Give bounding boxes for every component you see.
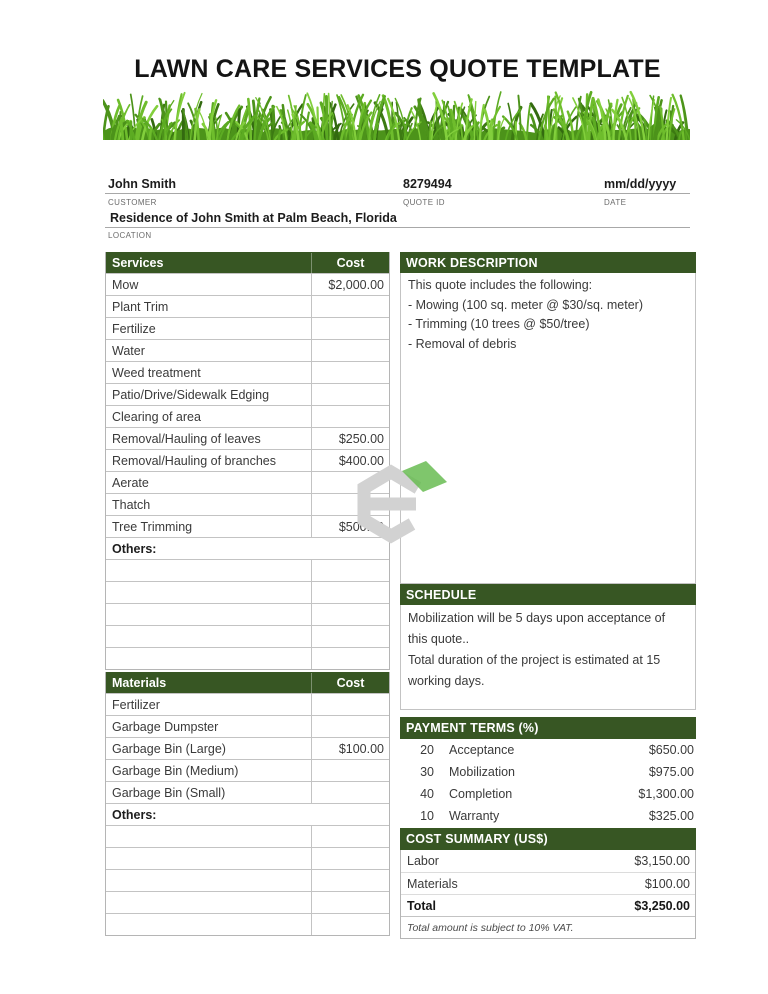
payment-percent-cell: 40 (420, 787, 434, 801)
item-cost-cell (312, 716, 389, 737)
item-cost-cell (312, 494, 389, 515)
date-value: mm/dd/yyyy (604, 177, 677, 191)
schedule-header: SCHEDULE (400, 584, 696, 605)
item-cost-cell: $2,000.00 (328, 277, 384, 292)
summary-label-cell: Total (407, 898, 436, 913)
quote-id-value: 8279494 (403, 177, 452, 191)
empty-table-row (106, 581, 389, 603)
summary-amount-cell: $3,250.00 (634, 898, 690, 913)
item-cost-cell: $100.00 (338, 741, 384, 756)
work-description-header: WORK DESCRIPTION (400, 252, 696, 273)
table-row (106, 715, 389, 737)
services-table (105, 252, 390, 670)
location-row-rule (105, 227, 690, 228)
table-row (106, 295, 389, 317)
summary-row (401, 894, 695, 916)
schedule-body (400, 605, 696, 710)
customer-row-rule (105, 193, 690, 194)
item-name-cell (106, 582, 312, 603)
table-row (106, 383, 389, 405)
item-name-cell: Clearing of area (106, 406, 312, 427)
summary-row (401, 872, 695, 894)
empty-table-row (106, 869, 389, 891)
right-column (400, 252, 696, 939)
table-row (106, 273, 389, 295)
table-row (106, 405, 389, 427)
summary-label-cell: Materials (407, 876, 458, 891)
quote-id-label: QUOTE ID (403, 198, 445, 207)
payment-amount-cell: $325.00 (648, 809, 694, 823)
summary-amount-cell: $100.00 (644, 876, 690, 891)
table-row (106, 471, 389, 493)
item-cost-cell (312, 604, 389, 625)
location-label: LOCATION (108, 231, 152, 240)
item-name-cell: Removal/Hauling of leaves (106, 428, 312, 449)
payment-milestone-cell: Mobilization (449, 765, 516, 779)
item-name-cell: Fertilizer (106, 694, 312, 715)
item-cost-cell (312, 340, 389, 361)
payment-terms-header: PAYMENT TERMS (%) (400, 717, 696, 739)
table-row (106, 693, 389, 715)
work-description-line: - Removal of debris (408, 336, 517, 351)
table-header-cost-cell: Cost (336, 676, 365, 690)
others-label-cell: Others: (112, 541, 157, 556)
schedule-line: Total duration of the project is estimated at 15 working days. (408, 653, 661, 688)
others-row (106, 537, 389, 559)
item-cost-cell (312, 870, 389, 891)
item-cost-cell (312, 406, 389, 427)
cost-summary-header: COST SUMMARY (US$) (400, 828, 696, 850)
customer-label: CUSTOMER (108, 198, 157, 207)
table-row (106, 737, 389, 759)
item-name-cell: Garbage Bin (Medium) (106, 760, 312, 781)
item-cost-cell (312, 362, 389, 383)
table-row (106, 339, 389, 361)
item-name-cell: Weed treatment (106, 362, 312, 383)
item-cost-cell (312, 826, 389, 847)
others-label-cell: Others: (112, 807, 157, 822)
date-label: DATE (604, 198, 627, 207)
location-value: Residence of John Smith at Palm Beach, Florida (110, 211, 397, 225)
item-cost-cell: $500.00 (338, 519, 384, 534)
table-row (106, 515, 389, 537)
payment-amount-cell: $975.00 (648, 765, 694, 779)
payment-percent-cell: 20 (420, 743, 434, 757)
payment-row (400, 805, 696, 827)
summary-label-cell: Labor (407, 854, 439, 868)
item-cost-cell (312, 560, 389, 581)
item-name-cell: Plant Trim (106, 296, 312, 317)
item-cost-cell (312, 472, 389, 493)
payment-row (400, 739, 696, 761)
item-cost-cell: $250.00 (338, 431, 384, 446)
vat-note: Total amount is subject to 10% VAT. (401, 916, 695, 938)
work-description-body (400, 273, 696, 584)
item-cost-cell (312, 582, 389, 603)
empty-table-row (106, 647, 389, 669)
item-name-cell: Tree Trimming (106, 516, 312, 537)
payment-terms-list (400, 739, 696, 827)
grass-illustration (103, 86, 690, 140)
item-cost-cell (312, 648, 389, 669)
item-name-cell: Garbage Dumpster (106, 716, 312, 737)
summary-amount-cell: $3,150.00 (634, 854, 690, 868)
left-column (105, 252, 390, 936)
item-name-cell: Patio/Drive/Sidewalk Edging (106, 384, 312, 405)
item-name-cell (106, 648, 312, 669)
grass-banner-image (103, 86, 690, 140)
payment-amount-cell: $1,300.00 (638, 787, 694, 801)
materials-table (105, 672, 390, 936)
cost-summary-block (400, 850, 696, 939)
payment-percent-cell: 30 (420, 765, 434, 779)
item-name-cell (106, 848, 312, 869)
item-cost-cell (312, 626, 389, 647)
item-cost-cell (312, 782, 389, 803)
empty-table-row (106, 625, 389, 647)
payment-milestone-cell: Acceptance (449, 743, 515, 757)
item-cost-cell (312, 848, 389, 869)
empty-table-row (106, 825, 389, 847)
empty-table-row (106, 891, 389, 913)
table-row (106, 449, 389, 471)
table-row (106, 361, 389, 383)
table-header-row (106, 672, 389, 693)
payment-row (400, 761, 696, 783)
table-row (106, 493, 389, 515)
payment-milestone-cell: Warranty (449, 809, 500, 823)
item-name-cell (106, 914, 312, 935)
work-description-line: This quote includes the following: (408, 278, 593, 292)
item-name-cell (106, 892, 312, 913)
item-name-cell: Water (106, 340, 312, 361)
item-name-cell (106, 826, 312, 847)
others-row (106, 803, 389, 825)
payment-milestone-cell: Completion (449, 787, 513, 801)
table-header-name-cell: Services (106, 253, 312, 273)
item-name-cell: Fertilize (106, 318, 312, 339)
customer-name-value: John Smith (108, 177, 177, 191)
item-cost-cell (312, 892, 389, 913)
summary-row (401, 850, 695, 872)
table-header-cost-cell: Cost (336, 256, 365, 270)
item-name-cell: Aerate (106, 472, 312, 493)
work-description-line: - Mowing (100 sq. meter @ $30/sq. meter) (408, 297, 643, 312)
item-cost-cell (312, 694, 389, 715)
table-row (106, 427, 389, 449)
item-name-cell: Garbage Bin (Large) (106, 738, 312, 759)
item-cost-cell (312, 760, 389, 781)
table-row (106, 317, 389, 339)
table-header-row (106, 252, 389, 273)
cost-summary-list (401, 850, 695, 916)
empty-table-row (106, 559, 389, 581)
table-row (106, 759, 389, 781)
item-cost-cell (312, 318, 389, 339)
schedule-line: Mobilization will be 5 days upon acceptance of this quote.. (408, 611, 666, 646)
item-cost-cell: $400.00 (338, 453, 384, 468)
empty-table-row (106, 603, 389, 625)
payment-amount-cell: $650.00 (648, 743, 694, 757)
item-name-cell (106, 560, 312, 581)
empty-table-row (106, 913, 389, 935)
table-header-name-cell: Materials (106, 673, 312, 693)
item-name-cell: Mow (106, 274, 312, 295)
empty-table-row (106, 847, 389, 869)
item-name-cell (106, 870, 312, 891)
item-name-cell: Thatch (106, 494, 312, 515)
work-description-line: - Trimming (10 trees @ $50/tree) (408, 317, 590, 331)
item-name-cell (106, 626, 312, 647)
item-cost-cell (312, 914, 389, 935)
page-title: LAWN CARE SERVICES QUOTE TEMPLATE (134, 55, 661, 83)
payment-row (400, 783, 696, 805)
item-name-cell: Removal/Hauling of branches (106, 450, 312, 471)
payment-percent-cell: 10 (420, 809, 434, 823)
table-row (106, 781, 389, 803)
item-cost-cell (312, 296, 389, 317)
item-name-cell (106, 604, 312, 625)
item-cost-cell (312, 384, 389, 405)
item-name-cell: Garbage Bin (Small) (106, 782, 312, 803)
